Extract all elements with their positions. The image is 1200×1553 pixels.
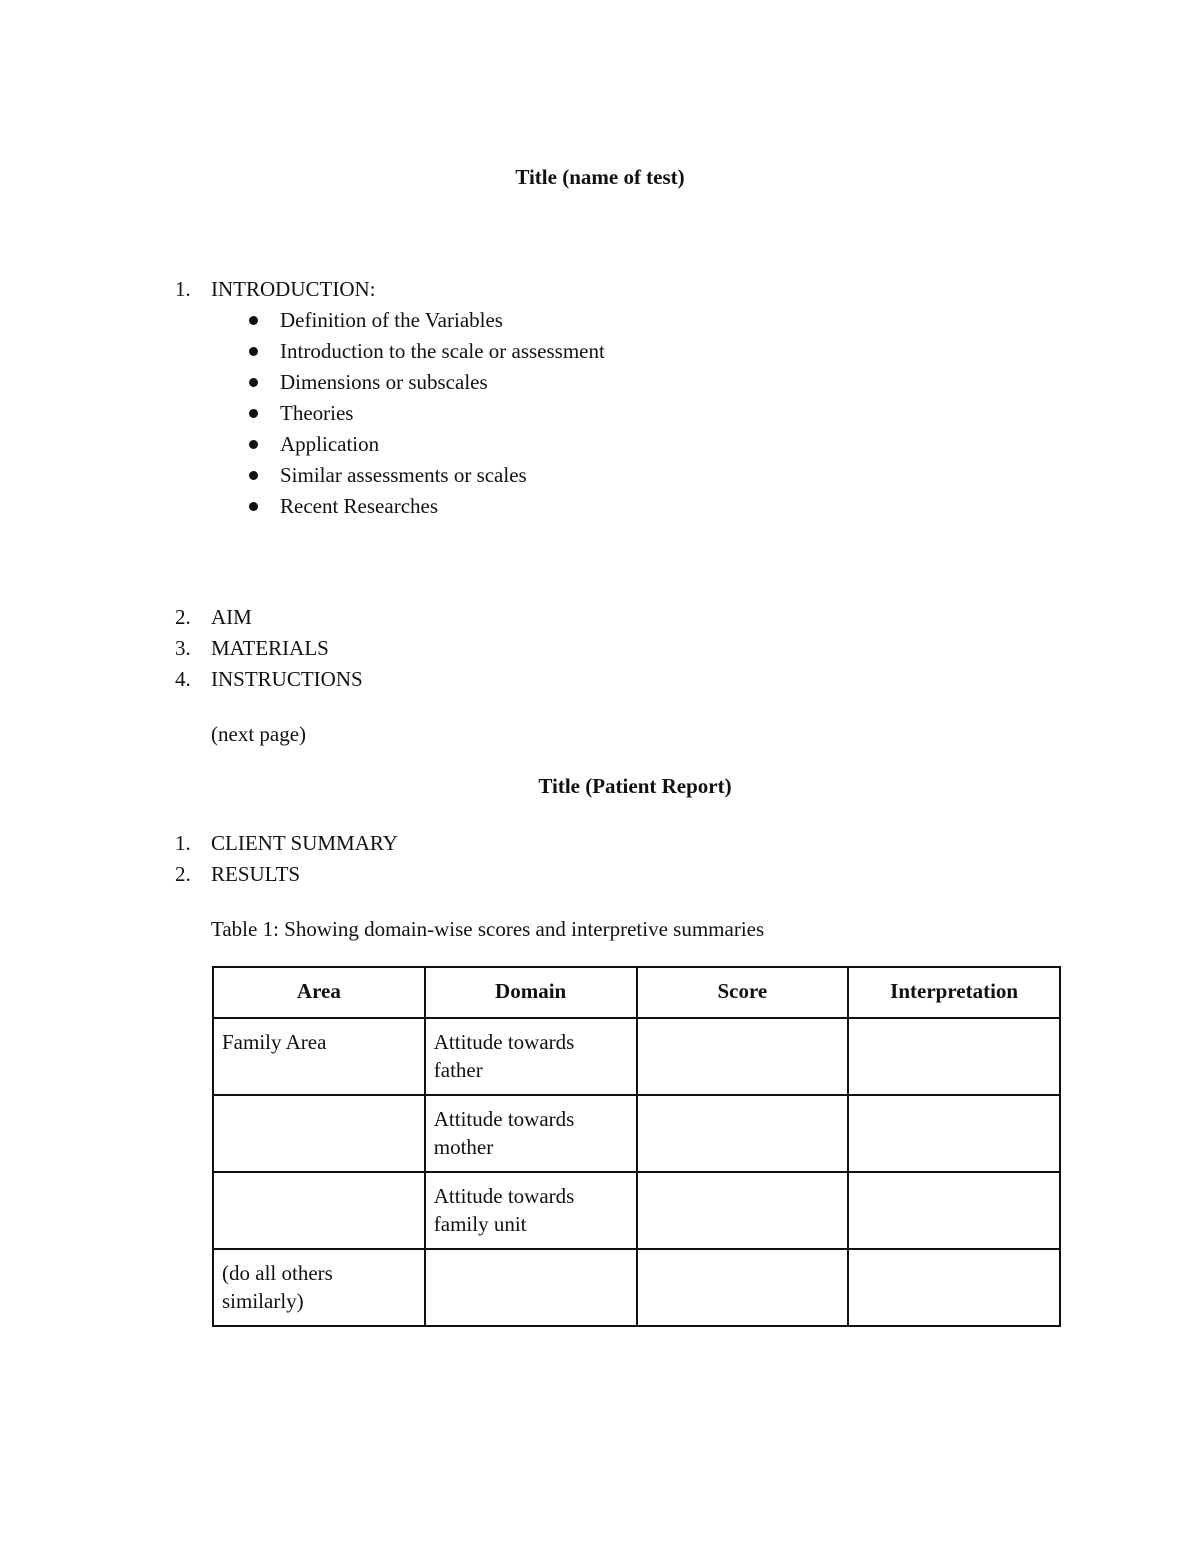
cell-area	[213, 1172, 425, 1249]
next-page-note: (next page)	[211, 722, 307, 746]
section-label: AIM	[211, 605, 252, 629]
section-number: 4.	[175, 667, 191, 691]
section-client-summary	[175, 829, 398, 857]
cell-domain	[425, 1249, 637, 1326]
test-title: Title (name of test)	[515, 165, 685, 189]
section-number: 2.	[175, 862, 191, 886]
bullet-text: Definition of the Variables	[280, 308, 503, 332]
section-label: MATERIALS	[211, 636, 329, 660]
cell-domain: Attitude towards mother	[425, 1095, 637, 1172]
bullet-icon	[249, 347, 258, 356]
bullet-icon	[249, 440, 258, 449]
section-materials	[175, 634, 329, 662]
section-label: RESULTS	[211, 862, 301, 886]
bullet-text: Similar assessments or scales	[280, 463, 527, 487]
results-table	[212, 966, 1061, 1327]
bullet-item	[249, 492, 438, 520]
cell-domain: Attitude towards father	[425, 1018, 637, 1095]
section-label: INTRODUCTION:	[211, 277, 376, 301]
section-aim	[175, 603, 252, 631]
header-interpretation: Interpretation	[848, 967, 1060, 1018]
section-instructions	[175, 665, 363, 693]
bullet-item	[249, 430, 379, 458]
bullet-text: Application	[280, 432, 380, 456]
table-header-row	[213, 967, 1060, 1018]
cell-score	[637, 1018, 849, 1095]
section-label: CLIENT SUMMARY	[211, 831, 398, 855]
table-row	[213, 1095, 1060, 1172]
cell-area: (do all others similarly)	[213, 1249, 425, 1326]
bullet-icon	[249, 471, 258, 480]
bullet-item	[249, 399, 353, 427]
bullet-item	[249, 306, 503, 334]
bullet-icon	[249, 378, 258, 387]
cell-interpretation	[848, 1018, 1060, 1095]
header-domain: Domain	[425, 967, 637, 1018]
table-row	[213, 1018, 1060, 1095]
cell-area: Family Area	[213, 1018, 425, 1095]
cell-score	[637, 1095, 849, 1172]
section-number: 2.	[175, 605, 191, 629]
cell-score	[637, 1249, 849, 1326]
bullet-text: Dimensions or subscales	[280, 370, 488, 394]
bullet-icon	[249, 409, 258, 418]
cell-domain: Attitude towards family unit	[425, 1172, 637, 1249]
section-results	[175, 860, 300, 888]
table-caption: Table 1: Showing domain-wise scores and interpretive summaries	[211, 917, 765, 941]
bullet-icon	[249, 502, 258, 511]
section-number: 1.	[175, 831, 191, 855]
table-row	[213, 1249, 1060, 1326]
section-introduction	[175, 275, 375, 303]
cell-score	[637, 1172, 849, 1249]
bullet-text: Introduction to the scale or assessment	[280, 339, 605, 363]
cell-interpretation	[848, 1172, 1060, 1249]
header-area: Area	[213, 967, 425, 1018]
cell-interpretation	[848, 1249, 1060, 1326]
cell-area	[213, 1095, 425, 1172]
bullet-item	[249, 461, 527, 489]
bullet-text: Theories	[280, 401, 354, 425]
cell-interpretation	[848, 1095, 1060, 1172]
section-label: INSTRUCTIONS	[211, 667, 363, 691]
section-number: 3.	[175, 636, 191, 660]
table-row	[213, 1172, 1060, 1249]
bullet-icon	[249, 316, 258, 325]
report-title: Title (Patient Report)	[538, 774, 732, 798]
bullet-item	[249, 368, 488, 396]
bullet-item	[249, 337, 605, 365]
section-number: 1.	[175, 277, 191, 301]
header-score: Score	[637, 967, 849, 1018]
bullet-text: Recent Researches	[280, 494, 439, 518]
